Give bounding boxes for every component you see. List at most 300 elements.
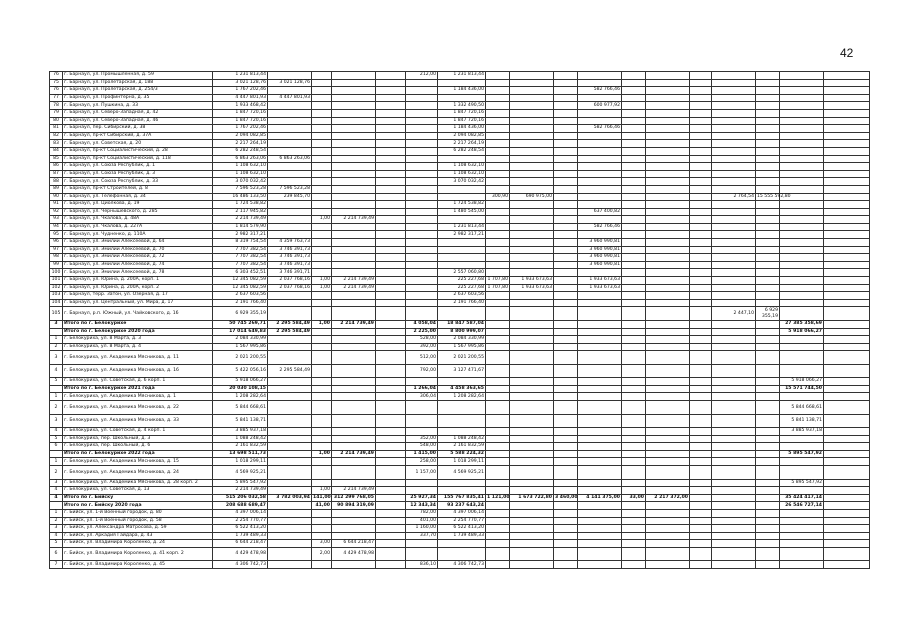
value-cell (268, 385, 312, 393)
value-cell (690, 72, 712, 80)
value-cell (780, 343, 824, 351)
value-cell: 3 460,00 (555, 494, 578, 500)
value-cell (690, 223, 712, 231)
address-cell: г. Барнаул, ул. Юрина, д. 200А, корп. 2 (63, 284, 213, 292)
row-number-cell: 5 (50, 435, 63, 443)
value-cell (268, 525, 312, 533)
value-cell (406, 223, 438, 231)
empty-cell (824, 393, 870, 401)
value-cell (268, 540, 312, 548)
value-cell (312, 117, 332, 125)
value-cell (622, 378, 646, 386)
empty-cell (824, 163, 870, 171)
row-number-cell: 3 (50, 351, 63, 365)
value-cell (756, 443, 780, 451)
value-cell (756, 239, 780, 247)
value-cell (712, 284, 756, 292)
value-cell: 312 299 768,05 (332, 494, 376, 502)
value-cell (646, 147, 690, 155)
value-cell (622, 79, 646, 87)
value-cell (646, 351, 690, 365)
address-cell: г. Бийск, ул. Аркадия Гайдара, д. 43 (63, 532, 213, 540)
value-cell (578, 364, 622, 378)
value-cell: 93 237 643,24 (438, 502, 486, 510)
value-cell: 2 214 739,49 (213, 487, 268, 495)
value-cell (486, 155, 510, 163)
value-cell (712, 336, 756, 344)
value-cell (690, 328, 712, 336)
address-cell: Итого по г. Белокурихе 2021 года (63, 385, 213, 393)
value-cell (690, 364, 712, 378)
value-cell (712, 328, 756, 336)
value-cell: 6 522 413,20 (438, 525, 486, 533)
value-cell: 637 400,82 (578, 208, 622, 216)
value-cell (780, 163, 824, 171)
value-cell: 2 037 768,16 (268, 284, 312, 292)
value-cell (486, 320, 510, 328)
empty-cell (824, 185, 870, 193)
value-cell (646, 170, 690, 178)
value-cell (332, 509, 376, 517)
value-cell (376, 132, 406, 140)
value-cell (486, 443, 510, 451)
value-cell: 2 094 082,85 (438, 132, 486, 140)
value-cell (690, 178, 712, 186)
value-cell (780, 261, 824, 269)
value-cell: 1 108 632,10 (438, 163, 486, 171)
value-cell: 2 295 584,49 (268, 364, 312, 378)
value-cell: 4 429 478,98 (332, 547, 376, 561)
value-cell (406, 277, 438, 285)
value-cell (780, 307, 824, 321)
value-cell: 1,00 (312, 487, 332, 495)
value-cell (510, 414, 554, 428)
value-cell (780, 487, 824, 495)
value-cell: 4 397 006,14 (213, 509, 268, 517)
value-cell (622, 246, 646, 254)
value-cell (712, 517, 756, 525)
value-cell (312, 343, 332, 351)
value-cell: 3 885 937,18 (780, 428, 824, 436)
value-cell (690, 94, 712, 102)
address-cell: г. Белокуриха, ул. 8 Марта, д. 3 (63, 336, 213, 344)
table-row (50, 540, 870, 548)
row-number-cell: 1 (50, 393, 63, 401)
row-number-cell: 2 (50, 343, 63, 351)
value-cell (646, 223, 690, 231)
value-cell (376, 277, 406, 285)
value-cell (268, 517, 312, 525)
address-cell: Итого по г. Белокурихе 2020 года (63, 328, 213, 336)
value-cell (486, 261, 510, 269)
value-cell (312, 261, 332, 269)
value-cell (376, 458, 406, 466)
address-cell: г. Барнаул, ул. Циолкова, д. 19 (63, 201, 213, 209)
value-cell (646, 343, 690, 351)
value-cell (510, 547, 554, 561)
value-cell (406, 307, 438, 321)
row-number-cell: 103 (50, 292, 63, 300)
value-cell (376, 320, 406, 328)
value-cell (646, 185, 690, 193)
value-cell (438, 261, 486, 269)
value-cell (554, 328, 578, 336)
value-cell: 1 767 202,46 (213, 125, 268, 133)
value-cell (690, 163, 712, 171)
row-number-cell: 104 (50, 299, 63, 307)
value-cell (554, 155, 578, 163)
value-cell (780, 147, 824, 155)
value-cell (332, 299, 376, 307)
value-cell (312, 193, 332, 201)
row-number-cell: 84 (50, 147, 63, 155)
value-cell (690, 443, 712, 451)
value-cell (712, 223, 756, 231)
value-cell (646, 269, 690, 277)
table-total-row (50, 450, 870, 458)
value-cell (578, 517, 622, 525)
value-cell (756, 208, 780, 216)
value-cell: 1 933 673,63 (510, 284, 554, 292)
value-cell (756, 299, 780, 307)
value-cell (554, 231, 578, 239)
value-cell (756, 216, 780, 224)
value-cell (646, 479, 690, 487)
value-cell (510, 385, 554, 393)
value-cell (690, 532, 712, 540)
value-cell (438, 428, 486, 436)
value-cell (622, 231, 646, 239)
value-cell (780, 117, 824, 125)
value-cell (756, 72, 780, 80)
value-cell (690, 428, 712, 436)
value-cell (554, 509, 578, 517)
value-cell (268, 378, 312, 386)
value-cell (690, 307, 712, 321)
value-cell (510, 117, 554, 125)
value-cell (756, 378, 780, 386)
table-row (50, 343, 870, 351)
value-cell (376, 443, 406, 451)
value-cell (406, 94, 438, 102)
value-cell (486, 125, 510, 133)
value-cell (646, 307, 690, 321)
value-cell (578, 193, 622, 201)
value-cell (690, 320, 712, 328)
value-cell (712, 208, 756, 216)
empty-cell (824, 487, 870, 495)
value-cell (690, 378, 712, 386)
address-cell: г. Белокуриха, пер. Школьный, д. 3 (63, 435, 213, 443)
row-number-cell: 90 (50, 193, 63, 201)
value-cell (376, 364, 406, 378)
table-row (50, 428, 870, 436)
value-cell: 1 933 673,63 (510, 277, 554, 285)
value-cell (578, 502, 622, 510)
value-cell (780, 540, 824, 548)
value-cell (486, 102, 510, 110)
value-cell (332, 351, 376, 365)
address-cell: г. Бийск, ул. 1-й Военный городок, д. 58 (63, 517, 213, 525)
value-cell (554, 208, 578, 216)
value-cell (486, 466, 510, 480)
value-cell (578, 378, 622, 386)
table-row (50, 269, 870, 277)
row-number-cell: 105 (50, 307, 63, 321)
address-cell: г. Барнаул, ул. Эмилии Алексеевой, д. 72 (63, 254, 213, 262)
value-cell (510, 364, 554, 378)
address-cell: г. Барнаул, пр-кт Социалистический, д. 118 (63, 155, 213, 163)
value-cell (780, 178, 824, 186)
value-cell (578, 299, 622, 307)
value-cell (622, 364, 646, 378)
value-cell (312, 223, 332, 231)
value-cell: 1 108 632,10 (213, 163, 268, 171)
value-cell (486, 393, 510, 401)
value-cell (712, 292, 756, 300)
value-cell (712, 132, 756, 140)
value-cell (578, 343, 622, 351)
table-row (50, 246, 870, 254)
value-cell (578, 336, 622, 344)
value-cell (406, 254, 438, 262)
value-cell (690, 109, 712, 117)
value-cell: 3 885 937,18 (213, 428, 268, 436)
value-cell: 2 084 330,99 (213, 336, 268, 344)
value-cell (756, 385, 780, 393)
value-cell: 17 014 649,83 (213, 328, 268, 336)
value-cell (554, 525, 578, 533)
value-cell (554, 364, 578, 378)
value-cell (756, 466, 780, 480)
value-cell (578, 487, 622, 495)
value-cell (406, 208, 438, 216)
value-cell (646, 509, 690, 517)
value-cell: 90 894 319,09 (332, 502, 376, 510)
value-cell (756, 269, 780, 277)
value-cell (578, 435, 622, 443)
value-cell (780, 132, 824, 140)
value-cell (690, 336, 712, 344)
value-cell (268, 414, 312, 428)
value-cell (486, 239, 510, 247)
value-cell (510, 351, 554, 365)
value-cell (712, 185, 756, 193)
value-cell (312, 385, 332, 393)
value-cell (622, 208, 646, 216)
value-cell: 2 117 945,82 (213, 208, 268, 216)
value-cell: 2 214 739,49 (332, 450, 376, 458)
address-cell: г. Белокуриха, ул. Академика Мясникова, д. 16 (63, 364, 213, 378)
value-cell (376, 307, 406, 321)
value-cell (376, 428, 406, 436)
value-cell (712, 109, 756, 117)
value-cell (712, 479, 756, 487)
value-cell (376, 351, 406, 365)
value-cell: 12 345 082,59 (213, 277, 268, 285)
value-cell (578, 401, 622, 415)
value-cell (486, 307, 510, 321)
value-cell (712, 239, 756, 247)
value-cell (312, 87, 332, 95)
value-cell (578, 155, 622, 163)
value-cell (332, 231, 376, 239)
value-cell (622, 292, 646, 300)
value-cell (332, 147, 376, 155)
value-cell (622, 502, 646, 510)
empty-cell (824, 117, 870, 125)
value-cell (622, 269, 646, 277)
empty-cell (824, 385, 870, 393)
value-cell (312, 307, 332, 321)
table-row (50, 155, 870, 163)
value-cell (622, 466, 646, 480)
value-cell (712, 261, 756, 269)
table-row (50, 132, 870, 140)
value-cell (486, 401, 510, 415)
value-cell (756, 201, 780, 209)
empty-cell (824, 125, 870, 133)
value-cell (376, 170, 406, 178)
value-cell (780, 299, 824, 307)
value-cell (376, 292, 406, 300)
value-cell (438, 540, 486, 548)
value-cell (406, 401, 438, 415)
value-cell (578, 216, 622, 224)
table-row (50, 261, 870, 269)
value-cell (510, 343, 554, 351)
value-cell (510, 155, 554, 163)
value-cell (406, 193, 438, 201)
value-cell (690, 284, 712, 292)
value-cell (554, 443, 578, 451)
value-cell (690, 185, 712, 193)
value-cell (578, 94, 622, 102)
value-cell (486, 517, 510, 525)
value-cell (646, 261, 690, 269)
value-cell (438, 307, 486, 321)
value-cell (554, 79, 578, 87)
value-cell: 33,00 (622, 494, 646, 502)
value-cell (756, 336, 780, 344)
value-cell (780, 72, 824, 80)
value-cell (312, 414, 332, 428)
value-cell: 2 295 584,49 (268, 328, 312, 336)
value-cell (756, 178, 780, 186)
value-cell (332, 246, 376, 254)
value-cell: 1 088 248,42 (213, 435, 268, 443)
value-cell (554, 140, 578, 148)
value-cell (622, 351, 646, 365)
value-cell (712, 125, 756, 133)
value-cell (406, 117, 438, 125)
value-cell (712, 428, 756, 436)
value-cell (376, 79, 406, 87)
value-cell: 12 345 082,59 (213, 284, 268, 292)
value-cell (780, 155, 824, 163)
value-cell (332, 517, 376, 525)
value-cell (510, 94, 554, 102)
value-cell (332, 102, 376, 110)
value-cell (268, 443, 312, 451)
value-cell: 4 447 801,93 (268, 94, 312, 102)
table-row (50, 364, 870, 378)
value-cell (486, 487, 510, 495)
value-cell (510, 109, 554, 117)
empty-cell (824, 343, 870, 351)
value-cell (312, 163, 332, 171)
value-cell: 1 415,00 (406, 450, 438, 458)
value-cell (268, 547, 312, 561)
value-cell (376, 299, 406, 307)
value-cell (376, 193, 406, 201)
value-cell (376, 239, 406, 247)
value-cell (554, 246, 578, 254)
value-cell (646, 246, 690, 254)
empty-cell (824, 79, 870, 87)
value-cell (510, 509, 554, 517)
value-cell (622, 170, 646, 178)
value-cell: 582 766,46 (578, 223, 622, 231)
value-cell (712, 466, 756, 480)
value-cell (510, 458, 554, 466)
value-cell: 1 567 995,86 (438, 343, 486, 351)
value-cell (376, 401, 406, 415)
value-cell (376, 540, 406, 548)
value-cell (406, 414, 438, 428)
value-cell (332, 414, 376, 428)
value-cell (646, 525, 690, 533)
address-cell: г. Барнаул, ул. Юрина, д. 200А, корп. 1 (63, 277, 213, 285)
value-cell (578, 414, 622, 428)
value-cell (510, 185, 554, 193)
value-cell (438, 216, 486, 224)
value-cell (486, 299, 510, 307)
value-cell (510, 292, 554, 300)
value-cell (376, 336, 406, 344)
empty-cell (824, 414, 870, 428)
value-cell (690, 79, 712, 87)
value-cell (554, 561, 578, 569)
value-cell (376, 466, 406, 480)
value-cell: 26 546 727,14 (780, 502, 824, 510)
table-row (50, 117, 870, 125)
value-cell (622, 178, 646, 186)
value-cell (312, 532, 332, 540)
table-body (50, 72, 870, 569)
value-cell (332, 163, 376, 171)
value-cell (332, 328, 376, 336)
value-cell: 208 688 689,47 (213, 502, 268, 510)
table-row (50, 254, 870, 262)
value-cell (268, 231, 312, 239)
value-cell (646, 216, 690, 224)
value-cell: 8 800 999,07 (438, 328, 486, 336)
value-cell (554, 336, 578, 344)
value-cell: 3 960 990,81 (578, 246, 622, 254)
value-cell: 4 397 006,14 (438, 509, 486, 517)
value-cell (554, 201, 578, 209)
value-cell (312, 246, 332, 254)
value-cell: 3 960 990,81 (578, 254, 622, 262)
value-cell (312, 132, 332, 140)
value-cell (646, 132, 690, 140)
value-cell (332, 117, 376, 125)
table-row (50, 140, 870, 148)
value-cell (554, 254, 578, 262)
value-cell (646, 393, 690, 401)
value-cell (712, 450, 756, 458)
